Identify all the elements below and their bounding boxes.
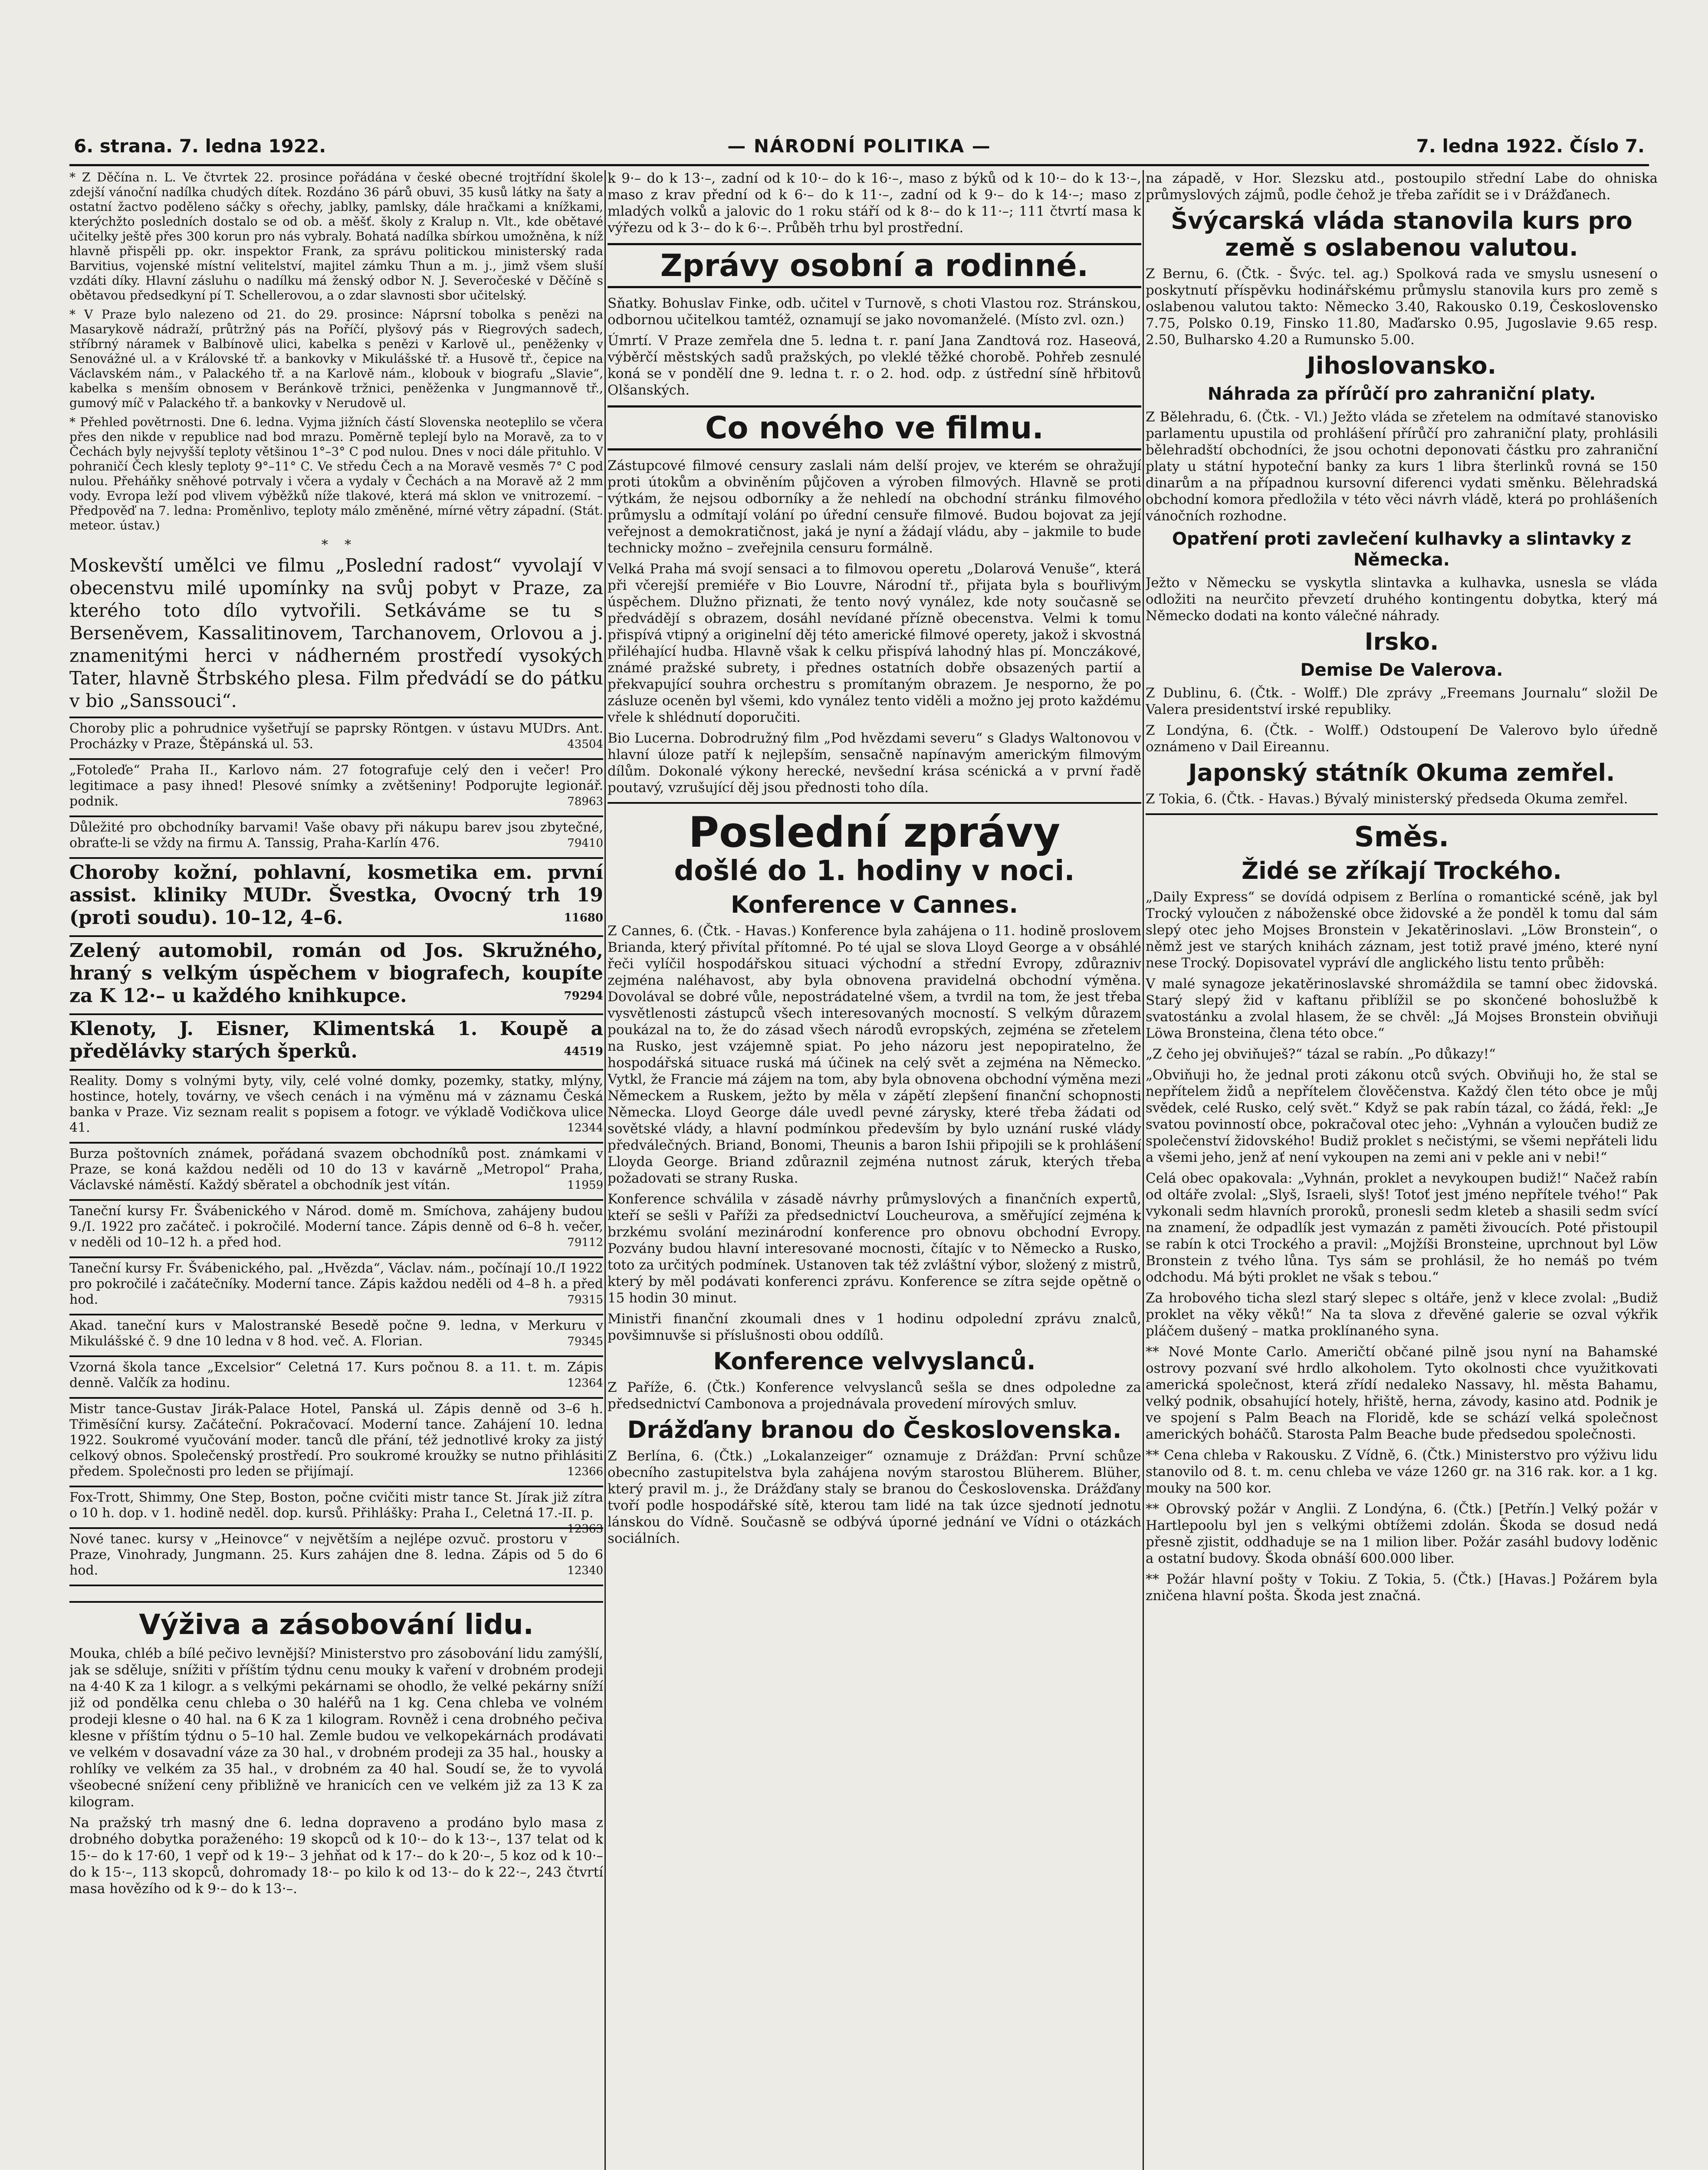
heading-ambassadors: Konference velvyslanců. [713,1348,1036,1375]
ad-number: 11959 [567,1179,603,1192]
ad-block [69,1256,603,1314]
article-lost-found: * V Praze bylo nalezeno od 21. do 29. prosince: Náprsní tobolka s penězi na Masarykově nádraží, průtržný pás na Poříčí, plyšový pás v Riegrových sadech, stříbrný náramek v Balbínově ulici, kabelka s penězi v Karlově ul., peněženky v Senovážné ul. a v Královské tř. a bankovky v Mikulášské tř. a Husově tř., čepice na Václavském nám., v Palackého tř. a na Karlově nám., klobouk v biografu „Slavie“, kabelka s menším obnosem v Beránkově tržnici, peněženka v Jungmannově tř., gumový míč v Palackého tř. a bankovky v Nerudově ul. [69,307,603,410]
article-okuma: Z Tokia, 6. (Čtk. - Havas.) Bývalý ministerský předseda Okuma zemřel. [1146,791,1628,807]
ad-number: 78963 [567,795,603,808]
article-fire-tokio: ** Požár hlavní pošty v Tokiu. Z Tokia, 5. (Čtk.) [Havas.] Požárem byla zničena hlavní pošta. Škoda jest značná. [1146,1572,1658,1604]
ad-number: 79410 [567,837,603,850]
ad-number: 12363 [567,1522,603,1535]
article-trotsky-2: V malé synagoze jekatěrinoslavské shromáždila se tamní obec židovská. Starý slepý žid v kaftanu přiblížil se po skončené bohoslužbě k svatostánku a zvolal hlasem, že se chvěl: „Já Mojses Bronstein obviňuji Löwa Bronsteina, člena této obce.“ [1146,976,1658,1041]
section-heading-last-news: Poslední zprávy [688,808,1061,857]
ad-block [69,1314,603,1355]
ad-text: Reality. Domy s volnými byty, vily, celé volné domky, pozemky, statky, mlýny, hostince, hotely, továrny, ve všech cenách i na výměnu má v záznamu Česká banka v Praze. Viz seznam realit s popisem a fotogr. ve výkladě Vodičkova ulice 41. [69,1073,603,1135]
heading-foot-mouth: Opatření proti zavlečení kulhavky a slintavky z Německa. [1172,529,1632,570]
article-trotsky-1: „Daily Express“ se dovídá odpisem z Berlína o romantické scéně, jak byl Trocký vyloučen z náboženské obce židovské a že ponděl k tomu dal sám slepý otec jeho Mojses Bronstein v Jekatěrinoslavi. „Löw Bronstein“, o němž jest ve starých knihách záznam, jest totiž pravé jméno, které nyní nese Trocký. Dopisovatel vypráví dle anglického listu tento průběh: [1146,889,1658,971]
article-bio-lucerna: Bio Lucerna. Dobrodružný film „Pod hvězdami severu“ s Gladys Waltonovou v hlavní úloze patří k nejlepším, sensačně napínavým americkým filmovým dílům. Dokonalé výkony herecké, nevšední krása scénická a v první řadě poutavý, vzrušující děj jsou přednosti toho díla. [608,730,1141,796]
ad-text: Akad. taneční kurs v Malostranské Besedě počne 9. ledna, v Merkuru v Mikulášské č. 9 dne 10 ledna v 8 hod. več. A. Florian. [69,1318,603,1349]
ad-number: 79294 [564,990,603,1003]
ad-text: Zelený automobil, román od Jos. Skružného, hraný s velkým úspěchem v biografech, koupíte za K 12·– u každého knihkupce. [69,940,603,1007]
article-trotsky-5: Celá obec opakovala: „Vyhnán, proklet a nevykoupen budiž!“ Načež rabín od oltáře zvolal: „Slyš, Israeli, slyš! Totoť jest jméno nepřítele tvého!“ Pak vykonali sedm hlavních proroků, pronesli sedm kleteb a shasili sedm svící na znamení, že odpadlík jest vymazán z paměti živoucích. Poté přistoupil se rabín k otci Trockého a pravil: „Mojžíši Bronsteine, uprchnout byl Löw Bronstein z tvého lůna. Tys sám se prohlásil, že ho nemáš po tvém odchodu. Má býti proklet ne však s tebou.“ [1146,1170,1658,1285]
article-weather: * Přehled povětrnosti. Dne 6. ledna. Vyjma jižních částí Slovenska neoteplilo se včera přes den nikde v republice nad bod mrazu. Poměrně teplejí bylo na Moravě, za to v Čechách byly nejvyšší teploty většinou 1°–3° C pod nulou. Dnes v noci dále přituhlo. V pohraničí Čech klesly teploty 9°–11° C. Ve středu Čech a na Moravě vesměs 7° C pod nulou. Přeháňky sněhové potrvaly i včera a vydaly v Čechách a na Moravě až 2 mm vody. Evropa leží pod vlivem výběžků níže tlakové, která má sklon ve vnitrozemí. – Předpověď na 7. ledna: Proměnlivo, teploty málo změněné, mírné větry západní. (Stát. meteor. ústav.) [69,415,603,533]
ad-block [69,1199,603,1256]
section-heading-miscellany: Směs. [1354,821,1449,853]
article-ireland-1: Z Dublinu, 6. (Čtk. - Wolff.) Dle zprávy „Freemans Journalu“ složil De Valera presidentství irské republiky. [1146,685,1658,717]
article-trotsky-3: „Z čeho jej obviňuješ?“ tázal se rabín. „Po důkazy!“ [1146,1046,1496,1062]
ad-text: Klenoty, J. Eisner, Klimentská 1. Koupě a předělávky starých šperků. [69,1018,603,1062]
section-star: * * [321,537,351,552]
ad-number: 12364 [567,1377,603,1390]
column-1 [69,170,603,2170]
ad-text: „Fotoleďe“ Praha II., Karlovo nám. 27 fotografuje celý den i večer! Pro legitimace a pasy ihned! Plesové snímky a zvětšeniny! Podporujte legionář. podnik. [69,763,603,809]
ad-block [69,1013,603,1069]
column-3 [1146,170,1658,2170]
section-heading-film: Co nového ve filmu. [608,405,1141,450]
ad-text: Vzorná škola tance „Excelsior“ Celetná 17. Kurs počnou 8. a 11. t. m. Zápis denně. Valčík za hodinu. [69,1360,603,1391]
subheading-yugoslavia: Náhrada za přírůčí pro zahraniční platy. [1207,384,1596,404]
ad-text: Taneční kursy Fr. Švábenického v Národ. domě m. Smíchova, zahájeny budou 9./I. 1922 pro začáteč. i pokročilé. Moderní tance. Zápis denně od 6–8 h. večer, v neděli od 10–12 h. a před hod. [69,1203,603,1250]
ad-block [69,1486,603,1535]
heading-dresden: Drážďany branou do Československa. [627,1416,1122,1443]
article-trotsky-6: Za hrobového ticha slezl starý slepec s oltáře, jenž v klece zvolal: „Budiž proklet na věky věků!“ Na ta slova z dřevěné galerie se ozval výkřik pláčem dušený – matka proklínaného syna. [1146,1290,1658,1339]
heading-trotsky: Židé se zříkají Trockého. [1242,857,1562,884]
heading-swiss: Švýcarská vláda stanovila kurs pro země s oslabenou valutou. [1171,207,1632,261]
heading-yugoslavia: Jihoslovansko. [1307,352,1497,379]
ad-number: 12340 [567,1564,603,1577]
ad-text: Mistr tance-Gustav Jirák-Palace Hotel, Panská ul. Zápis denně od 3–6 h. Třiměsíční kursy. Začáteční. Pokračovací. Moderní tance. Zahájení 10. ledna 1922. Soukromé vyučování moder. tanců dle přání, též jednotlivé kroky za jistý celkový obnos. Společenský prostředí. Pro soukromé kroužky se nutno přihlásiti předem. Společnosti pro leden se přijímají. [69,1401,603,1479]
ad-text: Fox-Trott, Shimmy, One Step, Boston, počne cvičiti mistr tance St. Jírak již zítra o 10 h. dop. v 1. hodině neděl. dop. kursů. Přihlášky: Praha I., Celetná 17.-II. p. [69,1490,603,1521]
ad-block [69,1527,603,1585]
article-flour-bread: Mouka, chléb a bílé pečivo levnější? Ministerstvo pro zásobování lidu zamýšlí, jak se sděluje, snížiti v příštím týdnu cenu mouky k vaření v drobném prodeji na 4·40 K za 1 kilogr. a s velkými pekárnami se ohodlo, že velké pekárny sníží již od pondělka cenu chleba o 30 haléřů na 1 kg. Cena chleba ve volném prodeji klesne o 40 hal. na 6 K za 1 kilogram. Rovněž i cena drobného pečiva klesne v příštím týdnu o 5–10 hal. Zemle budou ve velkopekárnách prodávati ve velkém v dosavadní váze za 30 hal., v drobném prodeji za 35 hal., housky a rohlíky ve velkém za 35 hal., v drobném za 40 hal. Soudí se, že to vyvolá všeobecné snížení ceny přibližně ve hranicích cen ve velkém již za 13 K za kilogram. [69,1646,603,1810]
ad-block [69,717,603,758]
article-ambassadors: Z Paříže, 6. (Čtk.) Konference velvyslanců sešla se dnes odpoledne za předsednictví Cambonova a projednávala provedení mírových smluv. [608,1380,1141,1412]
header-rule [69,164,1649,166]
heading-okuma: Japonský státník Okuma zemřel. [1188,759,1615,786]
section-rule [69,1601,603,1603]
column-2 [608,170,1141,2170]
section-heading-personal: Zprávy osobní a rodinné. [608,243,1141,288]
heading-cannes: Konference v Cannes. [731,891,1018,918]
article-bread-austria: ** Cena chleba v Rakousku. Z Vídně, 6. (Čtk.) Ministerstvo pro výživu lidu stanovilo od 8. t. m. cenu chleba ve váze 1260 gr. na 316 rak. kor. a 1 kg. mouky na 500 kor. [1146,1447,1658,1496]
article-trotsky-4: „Obviňuji ho, že jednal proti zákonu otců svých. Obviňuji ho, že stal se nepřítelem židů a nepřítelem člověčenstva. Každý člen této obce je můj svědek, celé Rusko, celý svět.“ Když se pak rabín tázal, co žádá, řekl: „Je svatou povinností obce, pokračoval otec jeho: „Vyhnán a vyloučen budiž ze společenství židovského! Budiž proklet s nečistými, se všemi nepřáteli lidu a všemi jeho, jenž ať není vykoupen na zemi ani v pekle ani v nebi!“ [1146,1067,1658,1165]
ad-text: Důležité pro obchodníky barvami! Vaše obavy při nákupu barev jsou zbytečné, obraťte-li se vždy na firmu A. Tanssig, Praha-Karlín 476. [69,820,603,851]
section-rule [608,802,1141,804]
article-ireland-2: Z Londýna, 6. (Čtk. - Wolff.) Odstoupení De Valerovo bylo úředně oznámeno v Dail Eireannu. [1146,723,1658,755]
article-meat-market: Na pražský trh masný dne 6. ledna dopraveno a prodáno bylo masa z drobného dobytka poraženého: 19 skopců od k 10·– do k 13·–, 137 telat od k 15·– do k 17·60, 1 vepř od k 19·– 3 jehňat od k 17·– do k 20·–, 5 koz od k 10·– do k 15·–, 113 skopců, dohromady 18·– po kilo k od 13·– do k 22·–, 243 čtvrtí masa hovězího od k 9·– do k 13·–. [69,1815,603,1897]
article-swiss: Z Bernu, 6. (Čtk. - Švýc. tel. ag.) Spolková rada ve smyslu usnesení o poskytnutí příspěvku hodinářskému průmyslu stanovila kurs pro země s oslabenou valutou takto: Německo 3.40, Rakousko 0.19, Československo 7.75, Polsko 0.19, Finsko 11.80, Maďarsko 0.95, Jugoslavie 9.65 resp. 2.50, Bulharsko 4.20 a Rumunsko 5.00. [1146,266,1658,348]
ad-text: Taneční kursy Fr. Švábenického, pal. „Hvězda“, Václav. nám., počínají 10./I 1922 pro pokročilé i začátečníky. Moderní tance. Zápis každou neděli od 4–8 h. a před hod. [69,1261,603,1307]
subheading-ireland: Demise De Valerova. [1300,660,1503,680]
ad-block [69,758,603,815]
article-moscow-artists: Moskevští umělci ve filmu „Poslední radost“ vyvolají v obecenstvu milé upomínky na svůj pobyt v Praze, za kterého toto dílo vytvořili. Setkáváme se tu s Berseněvem, Kassalitinovem, Tarchanovem, Orlovou a j. znamenitými herci v nádherném prostředí vysokých Tater, hlavně Štrbského plesa. Film předvádí se do pátku v bio „Sanssouci“. [69,555,603,711]
article-film-censorship: Zástupcové filmové censury zaslali nám delší projev, ve kterém se ohražují proti útokům a obviněním půjčoven a výroben filmových. Hlavně se proti výtkám, že nejsou odborníky a že nehledí na obchodní stránku filmového průmyslu a odmítají volání po úřední censuře filmové. Budou bojovat za její veřejnost a demokratičnost, jaká je nyní a žádají vládu, aby – jakmile to bude technicky možno – zveřejnila censuru formálně. [608,458,1141,556]
page-header [69,135,1649,161]
ad-text: Choroby plic a pohrudnice vyšetřují se paprsky Röntgen. v ústavu MUDrs. Ant. Procházky v Praze, Štěpánská ul. 53. [69,721,603,752]
ad-text: Nové tanec. kursy v „Heinovce“ v největším a nejlépe ozvuč. prostoru v Praze, Vinohrady, Jungmann. 25. Kurs zahájen dne 8. ledna. Zápis od 5 do 6 hod. [69,1532,603,1578]
column-divider [604,170,606,2170]
ad-number: 43504 [567,738,603,751]
ad-number: 44519 [564,1045,603,1058]
ad-number: 79315 [567,1293,603,1306]
ad-number: 79345 [567,1335,603,1348]
section-subheading-last-news: došlé do 1. hodiny v noci. [674,855,1075,887]
header-left: 6. strana. 7. ledna 1922. [74,135,326,157]
ad-block [69,1355,603,1397]
ad-block [69,1585,603,1595]
article-foot-mouth: Ježto v Německu se vyskytla slintavka a kulhavka, usnesla se vláda odložiti na neurčito převzetí druhého kontingentu dobytka, který má Německo dodati na konto válečné náhrady. [1146,575,1658,624]
ad-number: 11680 [564,911,603,924]
ad-block [69,935,603,1013]
ad-block [69,1397,603,1486]
heading-ireland: Irsko. [1364,628,1439,655]
ad-text: Choroby kožní, pohlavní, kosmetika em. první assist. kliniky MUDr. Švestka, Ovocný trh 19 (proti soudu). 10–12, 4–6. [69,861,603,929]
ad-block [69,1069,603,1142]
article-cannes-2: Konference schválila v zásadě návrhy průmyslových a finančních expertů, kteří se sešli v Paříži za předsednictví Loucheurova, a směřující zejména k brzkému svolání mezinárodní konference pro obnovu obchodní Evropy. Pozvány budou hlavní interesované mocnosti, čítajíc v to Německo a Rusko, toto za určitých podmínek. Ustanoven tak též zvláštní výbor, složený z mistrů, který by měl podávati konferenci zprávu. Konference se zítra sejde opětně o 15 hodin 30 minut. [608,1191,1141,1306]
header-right: 7. ledna 1922. Číslo 7. [1416,135,1645,157]
ad-number: 79112 [567,1236,603,1249]
article-cannes-3: Ministři finanční zkoumali dnes v 1 hodinu odpolední zprávu znalců, povšimnuvše si příslušnosti obou oddílů. [608,1311,1141,1343]
article-fire-england: ** Obrovský požár v Anglii. Z Londýna, 6. (Čtk.) [Petřín.] Velký požár v Hartlepoolu byl jen s velkými obtížemi zdolán. Škoda se dosud nedá přesně zjistit, oddhaduje se na 1 milion liber. Požár zasáhl budovy loděnic a ostatní budovy. Škoda obnáší 600.000 liber. [1146,1501,1658,1566]
article-meat-continued: k 9·– do k 13·–, zadní od k 10·– do k 16·–, maso z býků od k 10·– do k 13·–, maso z krav přední od k 6·– do k 11·–, zadní od k 9·– do k 14·–; maso z mladých volků a jalovic do 1 roku stáří od k 8·– do k 11·–; 111 čtvrtí masa k výřezu od k 3·– do k 6·–. Průběh trhu byl prostřední. [608,171,1141,236]
ad-block [69,857,603,935]
article-deaths: Úmrtí. V Praze zemřela dne 5. ledna t. r. paní Jana Zandtová roz. Haseová, výběrčí městských sadů pražských, po vleklé těžké chorobě. Pohřeb zesnulé koná se v pondělí dne 9. ledna t. r. o 2. hod. odp. z ústřední síně hřbitovů Olšanských. [608,333,1141,398]
section-heading-food: Výživa a zásobování lidu. [139,1609,534,1641]
ad-number: 12366 [567,1465,603,1478]
ad-number: 12344 [567,1121,603,1134]
column-divider [1143,170,1144,2170]
article-monte-carlo: ** Nové Monte Carlo. Američtí občané pilně jsou nyní na Bahamské ostrovy pozvaní své hrdlo alkoholem. Tyto okolnosti chce využitkovati americká společnost, která zřídí nedaleko Nassavy, hl. města Bahamu, velký podnik, obsahující hotely, hřiště, herna, závody, kasino atd. Podnik je ve spojení s Palm Beach na Floridě, kde se schází velká společnost amerických boháčů. Starosta Palm Beache bude předsedou společnosti. [1146,1344,1658,1442]
section-rule [1146,813,1658,815]
ad-block [69,815,603,857]
article-decin: * Z Děčína n. L. Ve čtvrtek 22. prosince pořádána v české obecné trojtřídní škole zdejší vánoční nadílka chudých dítek. Rozdáno 36 párů obuvi, 35 kusů látky na šaty a ostatní žactvo poděleno sáčky s ořechy, jablky, pamlsky, dále hračkami a knížkami, kterýchžto posledních dostalo se od ob. a měšť. školy z Kralup n. Vlt., kde obětavé učitelky ještě přes 300 korun pro nás vybraly. Bohatá nadílka sbírkou umožněna, k níž hlavně přispěli pp. okr. inspektor Frank, za správu politickou ministerský rada Barvitius, vojenské místní velitelství, majitel zámku Thun a m. j., jimž všem sluší vzdáti díky. Hlavní zásluhu o nadílku má ženský odbor N. J. Severočeské v Děčíně s obětavou předsedkyní pí T. Schellerovou, a o zdar slavnosti sbor učitelský. [69,170,603,302]
article-dresden: Z Berlína, 6. (Čtk.) „Lokalanzeiger“ oznamuje z Drážďan: První schůze obecního zastupitelstva byla zahájena novým starostou Blüherem. Blüher, který pravil m. j., že Drážďany staly se branou do Československa. Drážďany tvoří podle hospodářské sítě, kterou tam lidé na tak úzce sjednotí jednotu lánskou do Vídně. Současně se odbývá úporné jednání ve Vídni o otázkách sociálních. [608,1448,1141,1546]
ad-text: Burza poštovních známek, pořádaná svazem obchodníků post. známkami v Praze, se koná každou neděli od 10 do 13 v kavárně „Metropol“ Praha, Václavské náměstí. Každý sběratel a obchodník jest vítán. [69,1146,603,1193]
article-dresden-continued: na západě, v Hor. Slezsku atd., postoupilo střední Labe do ohniska průmyslových zájmů, podle čehož je třeba zařídit se i v Drážďanech. [1146,171,1658,203]
header-masthead: — NÁRODNÍ POLITIKA — [727,135,991,157]
article-weddings: Sňatky. Bohuslav Finke, odb. učitel v Turnově, s choti Vlastou roz. Stránskou, odbornou učitelkou tamtéž, oznamují se jako novomanželé. (Místo zvl. ozn.) [608,296,1141,328]
article-yugoslavia: Z Bělehradu, 6. (Čtk. - Vl.) Ježto vláda se zřetelem na odmítavé stanovisko parlamentu upustila od prohlášení přírůčí pro zahraniční platy, prohlásili bělehradští obchodníci, že jsou ochotni deponovati částku pro zahraniční platy u státní hypoteční banky za kurs 1 libra šterlinků rovná se 150 dinarům a na případnou kursovní diferenci vydati směnku. Bělehradská obchodní komora předložila v této věci návrh vládě, která po prohlášeních vánočních rozhodne. [1146,409,1658,524]
article-film-operetta: Velká Praha má svojí sensaci a to filmovou operetu „Dolarová Venuše“, která při včerejší premiéře v Bio Louvre, Národní tř., přijata byla s bouřlivým úspěchem. Dlužno přiznati, že tento nový vynález, kde noty současně se předvádějí s obrazem, dosáhl nevídané přízně obecenstva. Velmi k tomu přispívá vtipný a originelní děj této americké filmové operety, jakož i skvostná přiléhající hudba. Hlavně však k celku přispívá lahodný hlas pí. Monczákové, známé pražské subrety, i přednes ostatních dobře obsazených partií a překvapující souhra orchestru s promítaným obrazem. Je nesporno, že po zásluze oceněn byl všemi, kdo vynález tento viděli a možno jej proto každému vřele k shlédnutí doporučiti. [608,561,1141,725]
article-cannes-1: Z Cannes, 6. (Čtk. - Havas.) Konference byla zahájena o 11. hodině proslovem Brianda, který přivítal přítomné. Po té ujal se slova Lloyd George a v obsáhlé řeči vylíčil hospodářskou situaci východní a střední Evropy, zdůrazniv zejména naléhavost, aby byla obnovena pravidelná obchodní výměna. Dovolával se dobré vůle, nepostrádatelné všem, a tvrdil na tom, že jest třeba vysvětlenosti zástupců všech interesovaných mocností. S velkým důrazem poukázal na to, že do zásad všech národů evropských, zejména se zřetelem na Rusko, jest vzájemně spiat. Po jeho názoru jest nepopiratelno, že hospodářská situace ruská má účinek na celý svět a zejména na Německo. Vytkl, že Francie má zájem na tom, aby byla obnovena obchodní výměna mezi Německem a Ruskem, ježto by měla v zápětí zlepšení finanční schopnosti Německa. Lloyd George dále uvedl pevné zárysky, které třeba žádati od sovětské vlády, a hlavní podmínkou především by bylo uznání ruské vlády předválečných. Briand, Bonomi, Theunis a baron Ishii připojili se k prohlášení Lloyda George. Briand zdůraznil zejména nutnost záruk, kterých třeba požadovati se strany Ruska. [608,923,1141,1186]
ad-block [69,1142,603,1199]
